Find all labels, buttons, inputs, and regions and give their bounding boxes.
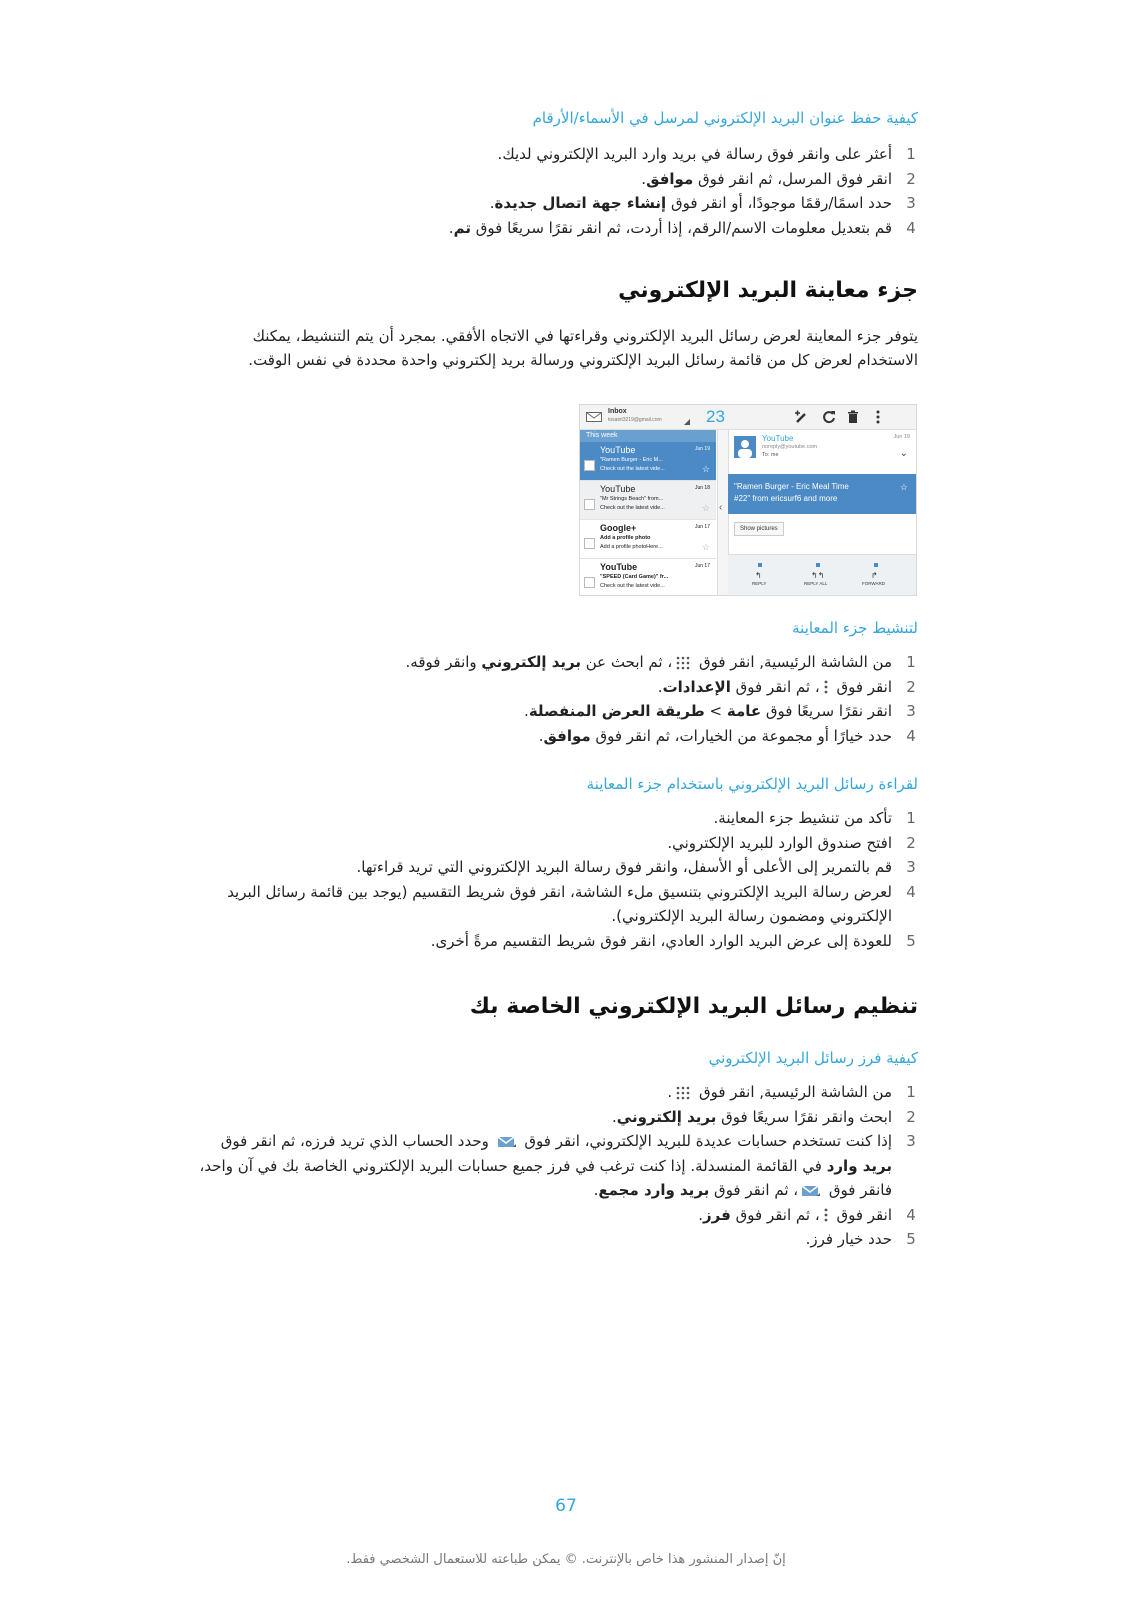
list-item: 2 انقر فوق ، ثم انقر فوق الإعدادات. [657, 677, 916, 696]
forward-icon: ↱ [871, 571, 878, 580]
list-item: 4 لعرض رسالة البريد الإلكتروني بتنسيق ملء الشاشة، انقر فوق شريط التقسيم (يوجد بين قائمة رسائل البريد الإلكتروني ومضمون رسالة البريد الإلكتروني). [227, 882, 916, 925]
star-icon: ☆ [701, 464, 710, 474]
subheading-read-preview: لقراءة رسائل البريد الإلكتروني باستخدام جزء المعاينة [586, 775, 918, 793]
overflow-menu-icon [823, 680, 829, 694]
star-icon: ☆ [701, 542, 710, 552]
star-icon: ☆ [701, 503, 710, 513]
message-checkbox [584, 577, 595, 588]
reply-icon: ↰ [755, 571, 762, 580]
page-number: 67 [555, 1496, 577, 1516]
chevron-down-icon: ⌄ [899, 448, 908, 459]
steps-read-preview [198, 806, 918, 953]
list-item: 3 إذا كنت تستخدم حسابات عديدة للبريد الإلكتروني، انقر فوق وحدد الحساب الذي تريد فرزه، ثم انقر فوق بريد وارد في القائمة المنسدلة. إذا كنت ترغب في فرز جميع حسابات البريد الإلكتروني الخاصة بك في آن واحد، فانقر فوق ، ثم انقر فوق بريد وارد مجمع. [199, 1132, 916, 1199]
list-item: 5 حدد خيار فرز. [805, 1230, 916, 1248]
list-item: 4 حدد خيارًا أو مجموعة من الخيارات، ثم انقر فوق موافق. [538, 726, 916, 745]
footer-note: إنّ إصدار المنشور هذا خاص بالإنترنت. © يمكن طباعته للاستعمال الشخصي فقط. [346, 1552, 786, 1567]
inbox-label: Inbox [608, 408, 627, 415]
list-item: 5 للعودة إلى عرض البريد الوارد العادي، انقر فوق شريط التقسيم مرةً أخرى. [430, 931, 916, 950]
apps-grid-icon [675, 1086, 691, 1100]
heading-preview-pane: جزء معاينة البريد الإلكتروني [618, 278, 918, 303]
message-row: YouTube Jun 17 "SPEED (Card Game)" fr... Check out the latest vide... [580, 559, 716, 596]
list-item: 1 من الشاشة الرئيسية, انقر فوق ، ثم ابحث عن بريد إلكتروني وانقر فوقه. [405, 653, 916, 671]
list-item: 1 تأكد من تنشيط جزء المعاينة. [713, 809, 916, 827]
list-item: 2 افتح صندوق الوارد للبريد الإلكتروني. [667, 833, 916, 852]
subheading-save-sender: كيفية حفظ عنوان البريد الإلكتروني لمرسل في الأسماء/الأرقام [532, 109, 918, 127]
section-activate-preview [198, 618, 918, 748]
message-list [580, 430, 716, 595]
apps-grid-icon [675, 656, 691, 670]
section-preview-pane [198, 276, 918, 372]
list-item: 3 انقر نقرًا سريعًا فوق عامة > طريقة العرض المنفصلة. [524, 702, 916, 720]
reading-pane: YouTube noreply@youtube.com To: me Jun 19 ⌄ "Ramen Burger - Eric Meal Time #22" from ericsurf6 and more ☆ Show pictures ↰ ↰↰ ↱ REPLY REPLY ALL FORWARD [728, 430, 916, 595]
message-checkbox [584, 538, 595, 549]
list-item: 2 انقر فوق المرسل، ثم انقر فوق موافق. [641, 169, 916, 188]
steps-sort-email [198, 1080, 918, 1252]
account-label: tosaint3219@gmail.com [608, 417, 662, 423]
envelope-dropdown-icon [801, 1184, 821, 1198]
section-organize-email [198, 992, 918, 1252]
compose-icon [794, 410, 808, 424]
app-action-bar [580, 405, 916, 430]
message-checkbox [584, 460, 595, 471]
section-save-sender [198, 108, 918, 240]
trash-icon [847, 410, 859, 424]
list-item: 4 انقر فوق ، ثم انقر فوق فرز. [698, 1205, 916, 1224]
overflow-menu-icon [823, 1208, 829, 1222]
list-item: 1 من الشاشة الرئيسية, انقر فوق . [667, 1083, 916, 1101]
steps-activate-preview [198, 650, 918, 748]
unread-count: 23 [706, 407, 725, 426]
envelope-icon [586, 412, 602, 422]
dropdown-triangle-icon [684, 419, 690, 425]
email-app-screenshot [579, 404, 917, 596]
section-read-preview [198, 774, 918, 953]
message-row: YouTube Jun 18 "Mr Strings Beach" from... Check out the latest vide... ☆ [580, 481, 716, 520]
steps-save-sender [198, 142, 918, 240]
chevron-left-icon: ‹ [719, 502, 723, 513]
show-pictures-button: Show pictures [734, 522, 784, 536]
message-row: Google+ Jun 17 Add a profile photo Add a profile photoHere... ☆ [580, 520, 716, 559]
paragraph-preview-pane: يتوفر جزء المعاينة لعرض رسائل البريد الإلكتروني وقراءتها في الاتجاه الأفقي. بمجرد أن يتم التنشيط، يمكنك الاستخدام لعرض كل من قائمة رسائل البريد الإلكتروني ورسالة بريد إلكتروني واحدة محددة في نفس الوقت. [248, 327, 918, 369]
week-header: This week [580, 430, 716, 442]
envelope-dropdown-icon [497, 1135, 517, 1149]
star-icon: ☆ [899, 482, 908, 492]
list-item: 1 أعثر على وانقر فوق رسالة في بريد وارد البريد الإلكتروني لديك. [497, 145, 916, 163]
list-item: 4 قم بتعديل معلومات الاسم/الرقم، إذا أردت، ثم انقر نقرًا سريعًا فوق تم. [448, 218, 916, 237]
list-item: 3 حدد اسمًا/رقمًا موجودًا، أو انقر فوق إنشاء جهة اتصال جديدة. [489, 194, 916, 212]
message-row: YouTube Jun 19 "Ramen Burger - Eric M... Check out the latest vide... ☆ [580, 442, 716, 481]
subheading-activate-preview: لتنشيط جزء المعاينة [792, 619, 918, 637]
subject-banner: "Ramen Burger - Eric Meal Time #22" from ericsurf6 and more ☆ [728, 474, 916, 514]
avatar [734, 436, 756, 458]
reply-all-icon: ↰↰ [811, 571, 825, 580]
list-item: 2 ابحث وانقر نقرًا سريعًا فوق بريد إلكتروني. [612, 1107, 916, 1126]
person-icon [734, 436, 756, 458]
subheading-sort-email: كيفية فرز رسائل البريد الإلكتروني [708, 1049, 918, 1067]
refresh-icon [822, 410, 836, 424]
reply-bar: ↰ ↰↰ ↱ REPLY REPLY ALL FORWARD [728, 554, 916, 596]
list-item: 3 قم بالتمرير إلى الأعلى أو الأسفل، وانقر فوق رسالة البريد الإلكتروني التي تريد قراءتها. [356, 858, 916, 876]
message-checkbox [584, 499, 595, 510]
heading-organize-email: تنظيم رسائل البريد الإلكتروني الخاصة بك [469, 994, 918, 1019]
overflow-menu-icon [876, 410, 880, 424]
